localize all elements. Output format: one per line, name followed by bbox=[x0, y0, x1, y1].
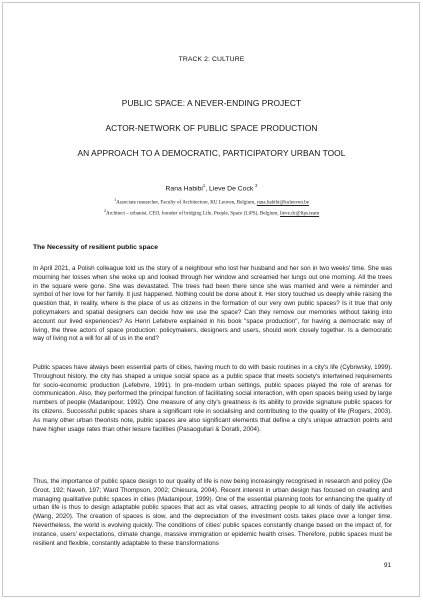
title-line-1: PUBLIC SPACE: A NEVER-ENDING PROJECT bbox=[121, 98, 302, 108]
page-number: 91 bbox=[383, 562, 391, 569]
body-paragraph-1: In April 2021, a Polish colleague told us the story of a neighbour who lost her husband and her son in two weeks' time. She was mourning her losses when she woke up and looked through her window and screamed her lungs out one morning. All the trees in the square were gone. She was devastated. The trees had been there since she was married and were a reminder and symbol of her love for her family. It just happened. Nothing could be done about it. Her story touched us deeply while raising the question that, in reality, where is the place of us as citizens in the formation of our very own public spaces? Is it true that only policymakers and spatial designers can decide how we use the space? Can they remove our memories without taking into account our lived experiences? As Henri Lefebvre explained in his book "space production", for having a democratic way of living, the three actors of space production: policymakers, designers and users, should work closely together. Is a democratic way of living not a will for all of us in the end? bbox=[33, 265, 392, 343]
title-line-2: ACTOR-NETWORK OF PUBLIC SPACE PRODUCTION bbox=[105, 123, 318, 133]
author-name-2: Lieve De Cock bbox=[209, 185, 254, 193]
body-paragraph-2: Public spaces have always been essential parts of cities, having much to do with basic routines in a city's life (Cybriwsky, 1999). Throughout history, the city has shaped a unique social space as a public space that meets society's intertwined requirements for socio-economic production (Lefebvre, 1991). In pre-modern urban settings, public spaces played the role of arenas for communication. Also, they performed the principal function of facilitating social interaction, with open spaces being used by large numbers of people (Madanipour, 1992). One measure of any city's greatness is its ability to provide signature public spaces for its citizens. Successful public spaces share a significant role in socialising and contributing to the quality of life (Rogers, 2003). As many other urban theorists note, public spaces are also significant elements that define a city's unique attraction points and have higher usage rates than other leisure facilities (Pasaogullari & Doratli, 2004). bbox=[33, 364, 392, 433]
affiliations bbox=[0, 196, 423, 218]
author-name-1: Rana Habibi bbox=[165, 185, 203, 193]
title-block bbox=[0, 98, 423, 173]
affiliation-text-2: Architect – urbanist, CEO, founder of bridging Life, People, Space (LiPS), Belgium, bbox=[105, 210, 280, 217]
author-separator: , bbox=[205, 185, 210, 193]
affiliation-email-1[interactable]: rana.habibi@kuleuven.be bbox=[256, 199, 309, 206]
author-sup-2: 2 bbox=[255, 183, 258, 188]
body-paragraph-3: Thus, the importance of public space design to our quality of life is now being increasingly recognised in research and policy (De Groot, 192; Naveh, 197; Ward Thompson, 2002; Chiesura, 2004). Recent interest in urban design has focused on creating and managing qualitative public spaces in cities (Madanipour, 1999). One of the essential planning tools for enhancing the quality of urban life is thus to design adaptable public spaces that act as vital oases, attracting people to all kinds of daily life activities (Wang, 2020). The creation of spaces is slow, and the depreciation of the investment costs takes place over a longer time. Nevertheless, the world is evolving quickly. The conditions of cities' public spaces constantly change based on the impact of, for instance, users' expectations, climate change, massive immigration or epidemic health crises. Therefore, public spaces must be resilient and flexible, constantly adaptable to these transformations bbox=[33, 478, 392, 547]
affiliation-1 bbox=[0, 196, 423, 207]
track-header: TRACK 2: CULTURE bbox=[178, 56, 245, 63]
affiliation-sup-2: 2 bbox=[103, 208, 106, 214]
title-line-3: AN APPROACH TO A DEMOCRATIC, PARTICIPATORY URBAN TOOL bbox=[77, 148, 346, 158]
affiliation-sup-1: 1 bbox=[114, 197, 117, 202]
author-sup-1: 1 bbox=[202, 183, 206, 188]
section-heading: The Necessity of resilient public space bbox=[33, 244, 159, 251]
author-list bbox=[0, 183, 423, 192]
affiliation-2 bbox=[0, 207, 423, 218]
affiliation-email-2[interactable]: lieve.dc@lips.team bbox=[279, 210, 320, 217]
affiliation-text-1: Associate researcher, Faculty of Architecture, KU Leuven, Belgium, bbox=[116, 199, 257, 206]
